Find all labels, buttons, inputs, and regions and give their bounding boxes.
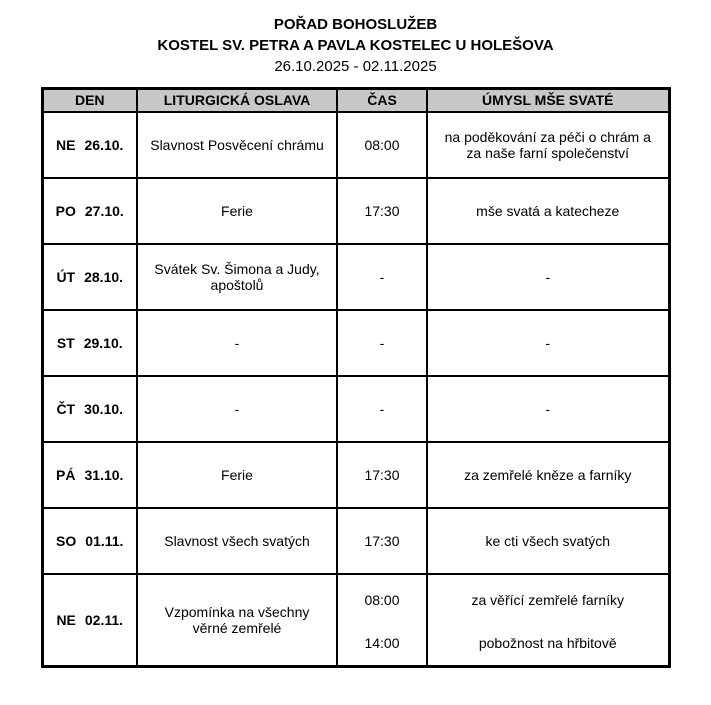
celebration-cell: - [137, 376, 337, 442]
intention-cell: na poděkování za péči o chrám a za naše farní společenství [427, 112, 669, 178]
table-row [42, 508, 669, 574]
day-date: 31.10. [84, 466, 124, 483]
intention-entry: za věřící zemřelé farníky [471, 591, 624, 608]
day-abbr: ČT [56, 400, 76, 417]
time-cell: 17:30 [337, 508, 427, 574]
table-row [42, 112, 669, 178]
intention-cell: ke cti všech svatých [427, 508, 669, 574]
table-row [42, 442, 669, 508]
day-date: 26.10. [84, 136, 124, 153]
day-abbr: ÚT [56, 268, 76, 285]
day-abbr: NE [56, 611, 76, 628]
intention-cell-stack [428, 575, 668, 664]
intention-cell: za zemřelé kněze a farníky [427, 442, 669, 508]
table-row [42, 244, 669, 310]
celebration-cell: Slavnost všech svatých [137, 508, 337, 574]
table-row [42, 574, 669, 667]
time-cell: - [337, 310, 427, 376]
table-header-row [42, 89, 669, 112]
time-entry: 08:00 [364, 591, 400, 608]
intention-cell [427, 574, 669, 667]
day-cell [42, 508, 137, 574]
page-subtitle: KOSTEL SV. PETRA A PAVLA KOSTELEC U HOLEŠOVA [157, 37, 554, 54]
intention-cell: - [427, 244, 669, 310]
day-cell [42, 442, 137, 508]
day-cell [42, 310, 137, 376]
column-header-umysl-mse-svate: ÚMYSL MŠE SVATÉ [427, 89, 669, 112]
celebration-cell: Svátek Sv. Šimona a Judy, apoštolů [137, 244, 337, 310]
day-date: 01.11. [85, 532, 124, 549]
time-cell: 17:30 [337, 442, 427, 508]
time-cell-stack [338, 575, 426, 664]
day-cell [42, 244, 137, 310]
table-row [42, 376, 669, 442]
page-title: POŘAD BOHOSLUŽEB [273, 16, 438, 33]
intention-cell: - [427, 376, 669, 442]
intention-cell: - [427, 310, 669, 376]
day-abbr: PÁ [56, 466, 76, 483]
document-header [0, 14, 711, 77]
schedule-table [41, 87, 671, 668]
column-header-liturgicka-oslava: LITURGICKÁ OSLAVA [137, 89, 337, 112]
celebration-cell: Vzpomínka na všechny věrné zemřelé [137, 574, 337, 667]
day-date: 28.10. [84, 268, 124, 285]
day-cell [42, 178, 137, 244]
day-abbr: ST [56, 334, 75, 351]
time-cell: - [337, 376, 427, 442]
day-abbr: SO [56, 532, 77, 549]
column-header-cas: ČAS [337, 89, 427, 112]
table-row [42, 178, 669, 244]
column-header-den: DEN [42, 89, 137, 112]
day-cell [42, 574, 137, 667]
day-date: 30.10. [84, 400, 124, 417]
intention-cell: mše svatá a katecheze [427, 178, 669, 244]
time-cell: 17:30 [337, 178, 427, 244]
day-cell [42, 112, 137, 178]
celebration-cell: Ferie [137, 442, 337, 508]
day-date: 29.10. [83, 334, 123, 351]
celebration-cell: - [137, 310, 337, 376]
day-abbr: NE [56, 136, 76, 153]
time-entry: 14:00 [364, 634, 400, 651]
time-cell: 08:00 [337, 112, 427, 178]
celebration-cell: Slavnost Posvěcení chrámu [137, 112, 337, 178]
intention-entry: pobožnost na hřbitově [478, 634, 617, 651]
day-cell [42, 376, 137, 442]
day-date: 02.11. [84, 611, 124, 628]
celebration-cell: Ferie [137, 178, 337, 244]
time-cell [337, 574, 427, 667]
date-range: 26.10.2025 - 02.11.2025 [274, 58, 437, 75]
day-date: 27.10. [84, 202, 124, 219]
time-cell: - [337, 244, 427, 310]
table-row [42, 310, 669, 376]
day-abbr: PO [55, 202, 76, 219]
